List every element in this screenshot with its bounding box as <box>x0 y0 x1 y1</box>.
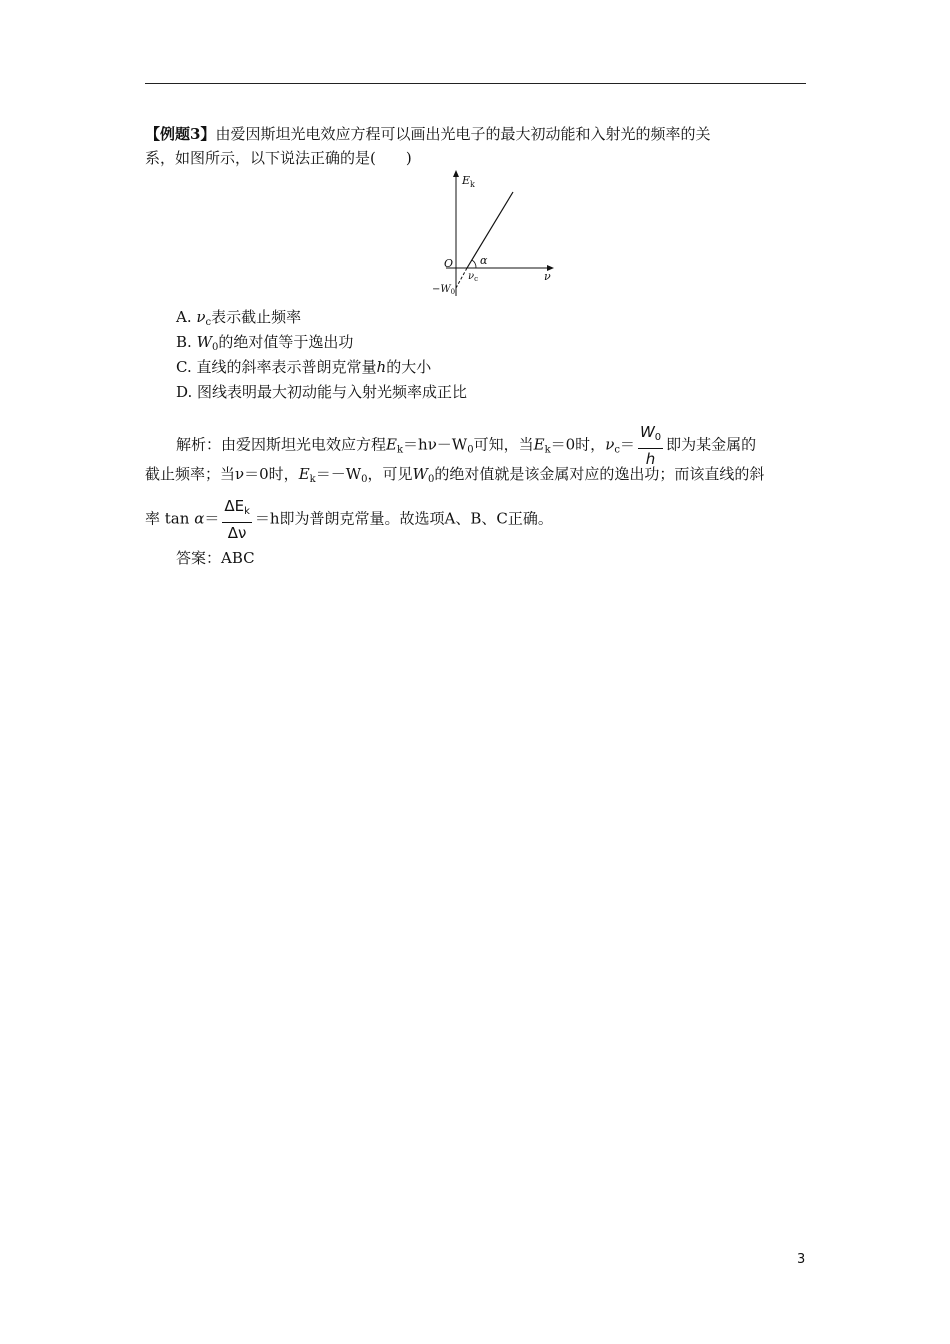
page-number: 3 <box>797 1252 806 1267</box>
fraction-w0-over-h: $\frac{W_0}{h}$ <box>639 423 662 468</box>
solution-line-1: 解析：由爱因斯坦光电效应方程$E_k=h\nu-W_0$可知，当$E_k=0$时，$\nu_c=$ $\frac{W_0}{h}$ 即为某金属的 <box>176 423 757 468</box>
answer: 答案：ABC <box>176 549 255 567</box>
option-a: A. $\nu_c$表示截止频率 <box>176 308 302 328</box>
question-text-2: 系，如图所示，以下说法正确的是( ) <box>145 149 412 167</box>
option-c: C. 直线的斜率表示普朗克常量h的大小 <box>176 358 432 376</box>
ek-vs-frequency-graph <box>420 168 560 298</box>
extrapolated-line <box>456 268 467 288</box>
origin-label: O <box>444 257 454 270</box>
question-line-1 <box>145 121 806 147</box>
angle-label: α <box>480 254 488 267</box>
intercept-label: $-W_0$ <box>432 284 456 296</box>
y-axis-arrow <box>453 170 459 177</box>
fraction-dek-over-dv: $\frac{\Delta E_k}{\Delta\nu}$ <box>224 497 250 542</box>
question-label: 【例题3】 <box>145 125 216 143</box>
solution-line-3: 率 tan α＝ $\frac{\Delta E_k}{\Delta\nu}$ ＝h即为普朗克常量。故选项A、B、C正确。 <box>145 497 553 542</box>
angle-arc <box>472 260 476 268</box>
ek-line <box>467 192 513 268</box>
option-b: B. $W_0$的绝对值等于逸出功 <box>176 333 354 353</box>
x-axis-label: ν <box>544 270 551 283</box>
cutoff-label: $\nu_c$ <box>468 271 479 283</box>
y-axis-label: $E_k$ <box>462 174 475 189</box>
solution-line-2: 截止频率；当ν＝0时，$E_k=-W_0$，可见$W_0$的绝对值就是该金属对应的逸出功；而该直线的斜 <box>145 465 765 485</box>
question-text-1: 由爱因斯坦光电效应方程可以画出光电子的最大初动能和入射光的频率的关 <box>215 125 711 143</box>
option-d: D. 图线表明最大初动能与入射光频率成正比 <box>176 383 468 401</box>
header-rule <box>145 83 806 84</box>
